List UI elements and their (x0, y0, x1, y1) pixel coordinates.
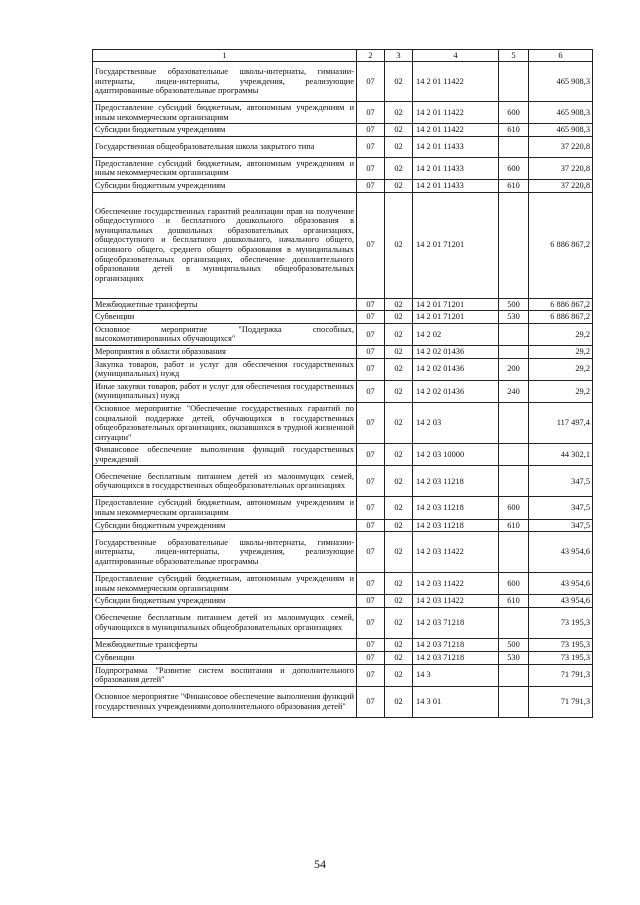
row-name: Государственные образовательные школы-интернаты, гимназии-интернаты, лицеи-интернаты, учреждения, реализующие адаптированные образовательные программы (93, 532, 357, 573)
table-row (93, 639, 593, 652)
row-subsection: 02 (385, 124, 413, 137)
row-subsection: 02 (385, 573, 413, 595)
row-section: 07 (357, 323, 385, 345)
row-amount: 29,2 (529, 358, 593, 380)
row-name: Иные закупки товаров, работ и услуг для обеспечения государственных (муниципальных) нужд (93, 380, 357, 402)
row-expense-type: 530 (499, 652, 529, 665)
row-expense-type: 600 (499, 497, 529, 519)
table-row (93, 608, 593, 639)
row-expense-type: 600 (499, 157, 529, 179)
table-row (93, 311, 593, 324)
row-subsection: 02 (385, 298, 413, 311)
row-name: Межбюджетные трансферты (93, 639, 357, 652)
row-section: 07 (357, 402, 385, 443)
row-target-code: 14 2 03 11218 (413, 497, 499, 519)
row-target-code: 14 3 01 (413, 686, 499, 717)
row-subsection: 02 (385, 345, 413, 358)
row-target-code: 14 2 03 71218 (413, 608, 499, 639)
row-amount: 117 497,4 (529, 402, 593, 443)
budget-table (92, 49, 593, 718)
table-row (93, 444, 593, 466)
row-target-code: 14 2 03 11422 (413, 595, 499, 608)
row-subsection: 02 (385, 62, 413, 102)
row-expense-type: 610 (499, 179, 529, 192)
row-section: 07 (357, 608, 385, 639)
row-subsection: 02 (385, 686, 413, 717)
row-section: 07 (357, 595, 385, 608)
row-name: Обеспечение бесплатным питанием детей из малоимущих семей, обучающихся в государственных общеобразовательных организациях (93, 466, 357, 497)
row-expense-type: 530 (499, 311, 529, 324)
row-expense-type (499, 664, 529, 686)
row-target-code: 14 2 01 11433 (413, 179, 499, 192)
row-name: Основное мероприятие "Поддержка способных, высокомотивированных обучающихся" (93, 323, 357, 345)
row-subsection: 02 (385, 192, 413, 298)
row-subsection: 02 (385, 497, 413, 519)
row-section: 07 (357, 519, 385, 532)
row-expense-type: 500 (499, 639, 529, 652)
row-subsection: 02 (385, 466, 413, 497)
row-expense-type: 600 (499, 102, 529, 124)
row-section: 07 (357, 686, 385, 717)
row-name: Субвенции (93, 652, 357, 665)
row-subsection: 02 (385, 136, 413, 157)
row-name: Государственная общеобразовательная школа закрытого типа (93, 136, 357, 157)
row-amount: 73 195,3 (529, 639, 593, 652)
row-amount: 465 908,3 (529, 102, 593, 124)
row-subsection: 02 (385, 380, 413, 402)
row-name: Основное мероприятие "Финансовое обеспечение выполнения функций государственных учреждениями дополнительного образования детей" (93, 686, 357, 717)
header-col-1: 1 (93, 50, 357, 62)
table-body (93, 62, 593, 718)
row-section: 07 (357, 444, 385, 466)
row-expense-type: 200 (499, 358, 529, 380)
header-col-5: 5 (499, 50, 529, 62)
row-section: 07 (357, 136, 385, 157)
row-name: Обеспечение государственных гарантий реализации прав на получение общедоступного и бесплатного дошкольного образования в муниципальных дошкольных образовательных организациях, общедоступного и бесплатного дошкольного, начального общего, основного общего, среднего общего образования в муниципальных общеобразовательных организациях, обеспечение дополнительного образования детей в муниципальных общеобразовательных организациях (93, 192, 357, 298)
row-target-code: 14 2 03 11422 (413, 532, 499, 573)
row-target-code: 14 2 01 71201 (413, 298, 499, 311)
row-section: 07 (357, 358, 385, 380)
row-subsection: 02 (385, 664, 413, 686)
row-subsection: 02 (385, 179, 413, 192)
row-expense-type: 500 (499, 298, 529, 311)
row-name: Предоставление субсидий бюджетным, автономным учреждениям и иным некоммерческим организациям (93, 497, 357, 519)
row-amount: 6 886 867,2 (529, 311, 593, 324)
row-amount: 44 302,1 (529, 444, 593, 466)
header-col-3: 3 (385, 50, 413, 62)
row-expense-type (499, 192, 529, 298)
row-expense-type (499, 62, 529, 102)
row-expense-type (499, 402, 529, 443)
row-expense-type (499, 532, 529, 573)
row-amount: 465 908,3 (529, 124, 593, 137)
row-name: Основное мероприятие "Обеспечение государственных гарантий по социальной поддержке детей, обучающихся в государственных общеобразовательных организациях, оказавшихся в трудной жизненной ситуации" (93, 402, 357, 443)
table-row (93, 466, 593, 497)
row-target-code: 14 2 03 (413, 402, 499, 443)
row-amount: 465 908,3 (529, 62, 593, 102)
row-name: Финансовое обеспечение выполнения функций государственных учреждений (93, 444, 357, 466)
row-target-code: 14 2 02 (413, 323, 499, 345)
row-subsection: 02 (385, 519, 413, 532)
row-target-code: 14 2 01 11422 (413, 102, 499, 124)
row-name: Субсидии бюджетным учреждениям (93, 124, 357, 137)
table-row (93, 497, 593, 519)
row-target-code: 14 2 03 11218 (413, 519, 499, 532)
budget-table-sheet (92, 49, 592, 718)
table-row (93, 652, 593, 665)
table-row (93, 345, 593, 358)
row-expense-type (499, 444, 529, 466)
row-subsection: 02 (385, 102, 413, 124)
row-target-code: 14 2 01 71201 (413, 311, 499, 324)
header-col-4: 4 (413, 50, 499, 62)
row-name: Субсидии бюджетным учреждениям (93, 519, 357, 532)
row-expense-type: 610 (499, 124, 529, 137)
row-subsection: 02 (385, 652, 413, 665)
row-subsection: 02 (385, 444, 413, 466)
row-expense-type (499, 608, 529, 639)
row-name: Субсидии бюджетным учреждениям (93, 179, 357, 192)
row-amount: 37 220,8 (529, 157, 593, 179)
row-target-code: 14 2 03 11422 (413, 573, 499, 595)
row-section: 07 (357, 652, 385, 665)
row-name: Предоставление субсидий бюджетным, автономным учреждениям и иным некоммерческим организациям (93, 157, 357, 179)
row-section: 07 (357, 573, 385, 595)
table-row (93, 102, 593, 124)
row-amount: 37 220,8 (529, 179, 593, 192)
row-section: 07 (357, 466, 385, 497)
row-subsection: 02 (385, 402, 413, 443)
row-expense-type: 600 (499, 573, 529, 595)
row-name: Предоставление субсидий бюджетным, автономным учреждениям и иным некоммерческим организациям (93, 102, 357, 124)
row-target-code: 14 2 01 11433 (413, 157, 499, 179)
row-expense-type (499, 466, 529, 497)
table-row (93, 595, 593, 608)
header-row (93, 50, 593, 62)
row-amount: 347,5 (529, 466, 593, 497)
row-amount: 6 886 867,2 (529, 192, 593, 298)
row-target-code: 14 2 02 01436 (413, 358, 499, 380)
row-amount: 6 886 867,2 (529, 298, 593, 311)
row-expense-type (499, 686, 529, 717)
row-name: Закупка товаров, работ и услуг для обеспечения государственных (муниципальных) нужд (93, 358, 357, 380)
row-amount: 73 195,3 (529, 652, 593, 665)
row-amount: 29,2 (529, 323, 593, 345)
page-number: 54 (314, 857, 326, 871)
table-row (93, 402, 593, 443)
row-target-code: 14 2 03 10000 (413, 444, 499, 466)
row-amount: 347,5 (529, 497, 593, 519)
row-expense-type: 610 (499, 519, 529, 532)
row-amount: 29,2 (529, 345, 593, 358)
row-subsection: 02 (385, 639, 413, 652)
row-section: 07 (357, 497, 385, 519)
table-row (93, 686, 593, 717)
row-name: Предоставление субсидий бюджетным, автономным учреждениям и иным некоммерческим организациям (93, 573, 357, 595)
row-target-code: 14 2 01 71201 (413, 192, 499, 298)
row-amount: 37 220,8 (529, 136, 593, 157)
row-amount: 73 195,3 (529, 608, 593, 639)
row-section: 07 (357, 664, 385, 686)
row-target-code: 14 2 01 11422 (413, 62, 499, 102)
row-target-code: 14 2 01 11433 (413, 136, 499, 157)
table-row (93, 664, 593, 686)
row-section: 07 (357, 532, 385, 573)
row-amount: 29,2 (529, 380, 593, 402)
table-row (93, 519, 593, 532)
row-amount: 43 954,6 (529, 595, 593, 608)
table-row (93, 358, 593, 380)
row-amount: 43 954,6 (529, 532, 593, 573)
row-expense-type (499, 345, 529, 358)
table-row (93, 62, 593, 102)
row-name: Обеспечение бесплатным питанием детей из малоимущих семей, обучающихся в муниципальных общеобразовательных организациях (93, 608, 357, 639)
row-target-code: 14 3 (413, 664, 499, 686)
row-section: 07 (357, 102, 385, 124)
table-row (93, 573, 593, 595)
row-section: 07 (357, 380, 385, 402)
header-col-2: 2 (357, 50, 385, 62)
row-subsection: 02 (385, 595, 413, 608)
row-amount: 71 791,3 (529, 664, 593, 686)
table-row (93, 380, 593, 402)
row-target-code: 14 2 02 01436 (413, 380, 499, 402)
row-name: Субвенции (93, 311, 357, 324)
row-amount: 43 954,6 (529, 573, 593, 595)
row-target-code: 14 2 03 71218 (413, 652, 499, 665)
row-target-code: 14 2 03 11218 (413, 466, 499, 497)
row-expense-type: 240 (499, 380, 529, 402)
row-subsection: 02 (385, 532, 413, 573)
row-section: 07 (357, 311, 385, 324)
row-section: 07 (357, 192, 385, 298)
row-name: Субсидии бюджетным учреждениям (93, 595, 357, 608)
header-col-6: 6 (529, 50, 593, 62)
row-target-code: 14 2 03 71218 (413, 639, 499, 652)
row-subsection: 02 (385, 311, 413, 324)
row-target-code: 14 2 01 11422 (413, 124, 499, 137)
table-row (93, 136, 593, 157)
row-section: 07 (357, 62, 385, 102)
table-row (93, 323, 593, 345)
row-name: Мероприятия в области образования (93, 345, 357, 358)
row-expense-type: 610 (499, 595, 529, 608)
table-row (93, 179, 593, 192)
row-name: Подпрограмма "Развитие систем воспитания и дополнительного образования детей" (93, 664, 357, 686)
row-subsection: 02 (385, 358, 413, 380)
table-row (93, 157, 593, 179)
row-expense-type (499, 136, 529, 157)
row-name: Государственные образовательные школы-интернаты, гимназии-интернаты, лицеи-интернаты, учреждения, реализующие адаптированные образовательные программы (93, 62, 357, 102)
row-amount: 71 791,3 (529, 686, 593, 717)
row-section: 07 (357, 639, 385, 652)
row-section: 07 (357, 345, 385, 358)
row-subsection: 02 (385, 157, 413, 179)
row-section: 07 (357, 179, 385, 192)
row-section: 07 (357, 157, 385, 179)
row-subsection: 02 (385, 323, 413, 345)
table-row (93, 124, 593, 137)
row-section: 07 (357, 124, 385, 137)
table-row (93, 192, 593, 298)
row-section: 07 (357, 298, 385, 311)
table-row (93, 298, 593, 311)
table-row (93, 532, 593, 573)
row-name: Межбюджетные трансферты (93, 298, 357, 311)
row-target-code: 14 2 02 01436 (413, 345, 499, 358)
row-amount: 347,5 (529, 519, 593, 532)
row-subsection: 02 (385, 608, 413, 639)
row-expense-type (499, 323, 529, 345)
